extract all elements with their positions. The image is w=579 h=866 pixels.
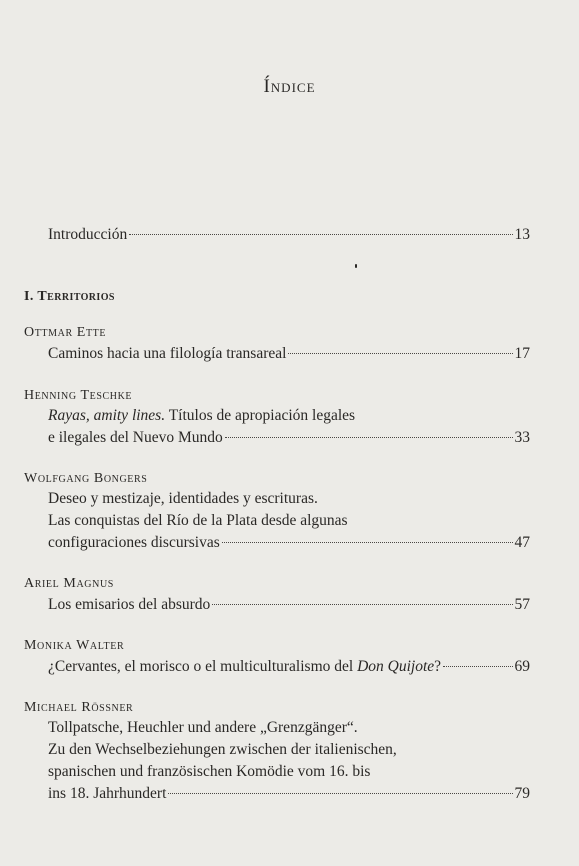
page-number: 47: [514, 534, 530, 551]
entry-title-line: Zu den Wechselbeziehungen zwischen der italienischen,: [48, 741, 397, 758]
toc-entry: [48, 429, 530, 447]
toc-entry: [48, 658, 530, 676]
entry-author: Michael Rössner: [24, 700, 134, 715]
page-number: 17: [514, 345, 530, 362]
toc-entry: [48, 785, 530, 803]
entry-title-italic: Don Quijote: [357, 658, 435, 675]
print-speck: [355, 264, 357, 268]
entry-title-line: Las conquistas del Río de la Plata desde algunas: [48, 512, 348, 529]
entry-author: Henning Teschke: [24, 388, 133, 403]
toc-entry-introduction: [48, 226, 530, 244]
entry-author: Wolfgang Bongers: [24, 471, 148, 486]
entry-author: Ariel Magnus: [24, 576, 114, 591]
entry-title: [48, 658, 441, 676]
section-heading: I. Territorios: [24, 289, 115, 304]
page-title: Índice: [263, 76, 316, 97]
dot-leader: [129, 234, 512, 235]
page-number: 79: [514, 785, 530, 802]
entry-title: Los emisarios del absurdo: [48, 596, 211, 613]
entry-title: configuraciones discursivas: [48, 534, 220, 551]
entry-title-line: Deseo y mestizaje, identidades y escrituras.: [48, 490, 318, 507]
dot-leader: [222, 542, 513, 543]
entry-author: Monika Walter: [24, 638, 125, 653]
page-number: 69: [514, 658, 530, 675]
page-number: 13: [514, 226, 530, 243]
dot-leader: [288, 353, 512, 354]
entry-title-line: [48, 407, 355, 425]
page-number: 33: [514, 429, 530, 446]
dot-leader: [443, 666, 512, 667]
entry-title: Títulos de apropiación legales: [165, 407, 356, 424]
page-number: 57: [514, 596, 530, 613]
toc-entry: [48, 596, 530, 614]
entry-title: e ilegales del Nuevo Mundo: [48, 429, 223, 446]
entry-title-part: ?: [434, 658, 442, 675]
entry-title: ins 18. Jahrhundert: [48, 785, 167, 802]
dot-leader: [212, 604, 512, 605]
entry-title-italic: Rayas, amity lines.: [48, 407, 166, 424]
entry-title-line: Tollpatsche, Heuchler und andere „Grenzgänger“.: [48, 719, 358, 736]
entry-title-line: spanischen und französischen Komödie vom 16. bis: [48, 763, 371, 780]
dot-leader: [225, 437, 513, 438]
entry-author: Ottmar Ette: [24, 325, 107, 340]
toc-entry: [48, 534, 530, 552]
toc-entry: [48, 345, 530, 363]
entry-title: Caminos hacia una filología transareal: [48, 345, 287, 362]
entry-title: Introducción: [48, 226, 128, 243]
entry-title-part: ¿Cervantes, el morisco o el multiculturalismo del: [48, 658, 358, 675]
dot-leader: [168, 793, 512, 794]
